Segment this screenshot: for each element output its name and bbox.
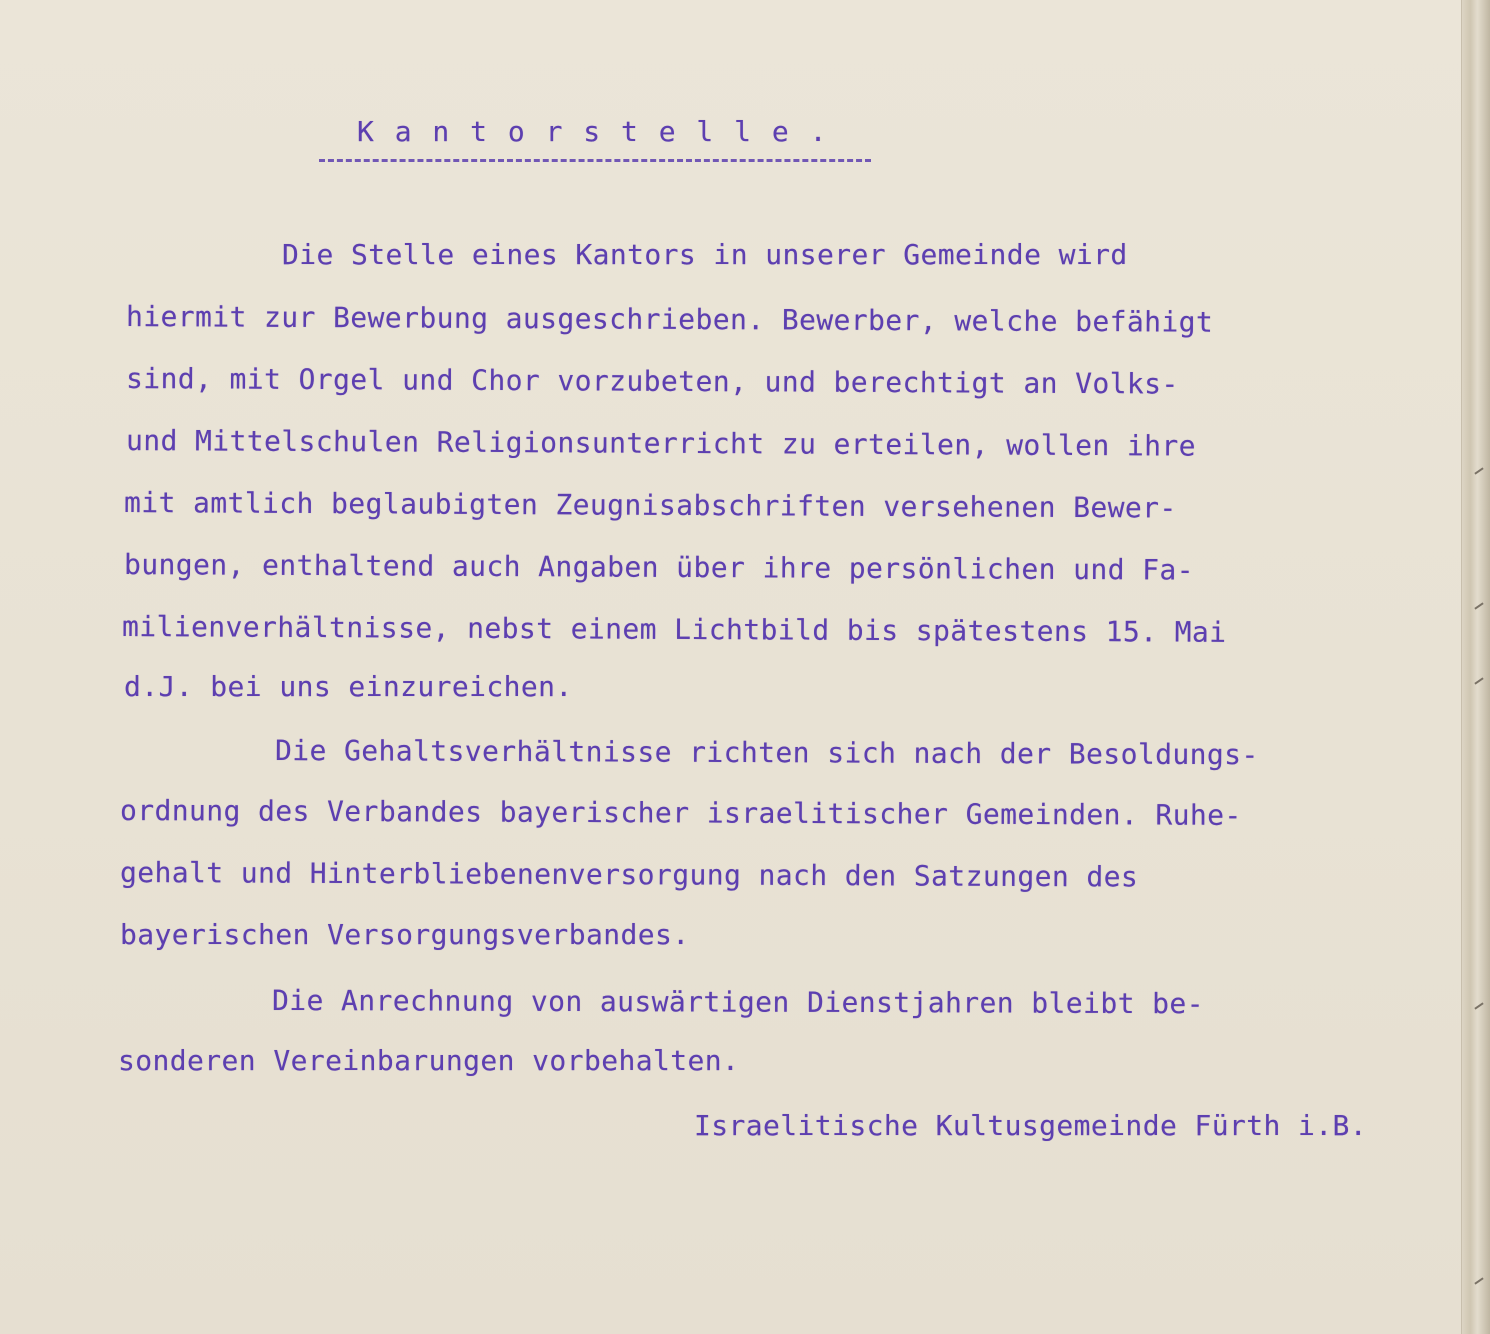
text-line-1: Die Stelle eines Kantors in unserer Gemeinde wird [282, 238, 1128, 271]
text-line-13: Die Anrechnung von auswärtigen Dienstjahren bleibt be- [271, 984, 1204, 1021]
title-underline [319, 159, 871, 162]
edge-mark [1474, 602, 1483, 609]
edge-mark [1474, 467, 1483, 474]
text-line-3: sind, mit Orgel und Chor vorzubeten, und berechtigt an Volks- [125, 362, 1179, 401]
text-line-6: bungen, enthaltend auch Angaben über ihre persönlichen und Fa- [123, 548, 1195, 587]
signature-line: Israelitische Kultusgemeinde Fürth i.B. [694, 1109, 1368, 1142]
edge-mark [1474, 677, 1483, 684]
edge-mark [1474, 1002, 1483, 1009]
document-title: K a n t o r s t e l l e . [357, 115, 829, 148]
text-line-5: mit amtlich beglaubigten Zeugnisabschriften versehenen Bewer- [123, 486, 1177, 525]
edge-mark [1474, 1277, 1483, 1284]
text-line-9: Die Gehaltsverhältnisse richten sich nach der Besoldungs- [274, 734, 1259, 772]
text-line-8: d.J. bei uns einzureichen. [124, 670, 573, 703]
text-line-7: milienverhältnisse, nebst einem Lichtbild bis spätestens 15. Mai [121, 610, 1227, 649]
text-line-4: und Mittelschulen Religionsunterricht zu erteilen, wollen ihre [125, 424, 1197, 463]
text-line-14: sonderen Vereinbarungen vorbehalten. [118, 1044, 740, 1077]
text-line-12: bayerischen Versorgungsverbandes. [120, 918, 690, 951]
text-line-11: gehalt und Hinterbliebenenversorgung nach den Satzungen des [119, 856, 1139, 894]
text-line-10: ordnung des Verbandes bayerischer israelitischer Gemeinden. Ruhe- [119, 794, 1242, 832]
page-edge [1461, 0, 1490, 1334]
text-line-2: hiermit zur Bewerbung ausgeschrieben. Bewerber, welche befähigt [125, 300, 1214, 339]
